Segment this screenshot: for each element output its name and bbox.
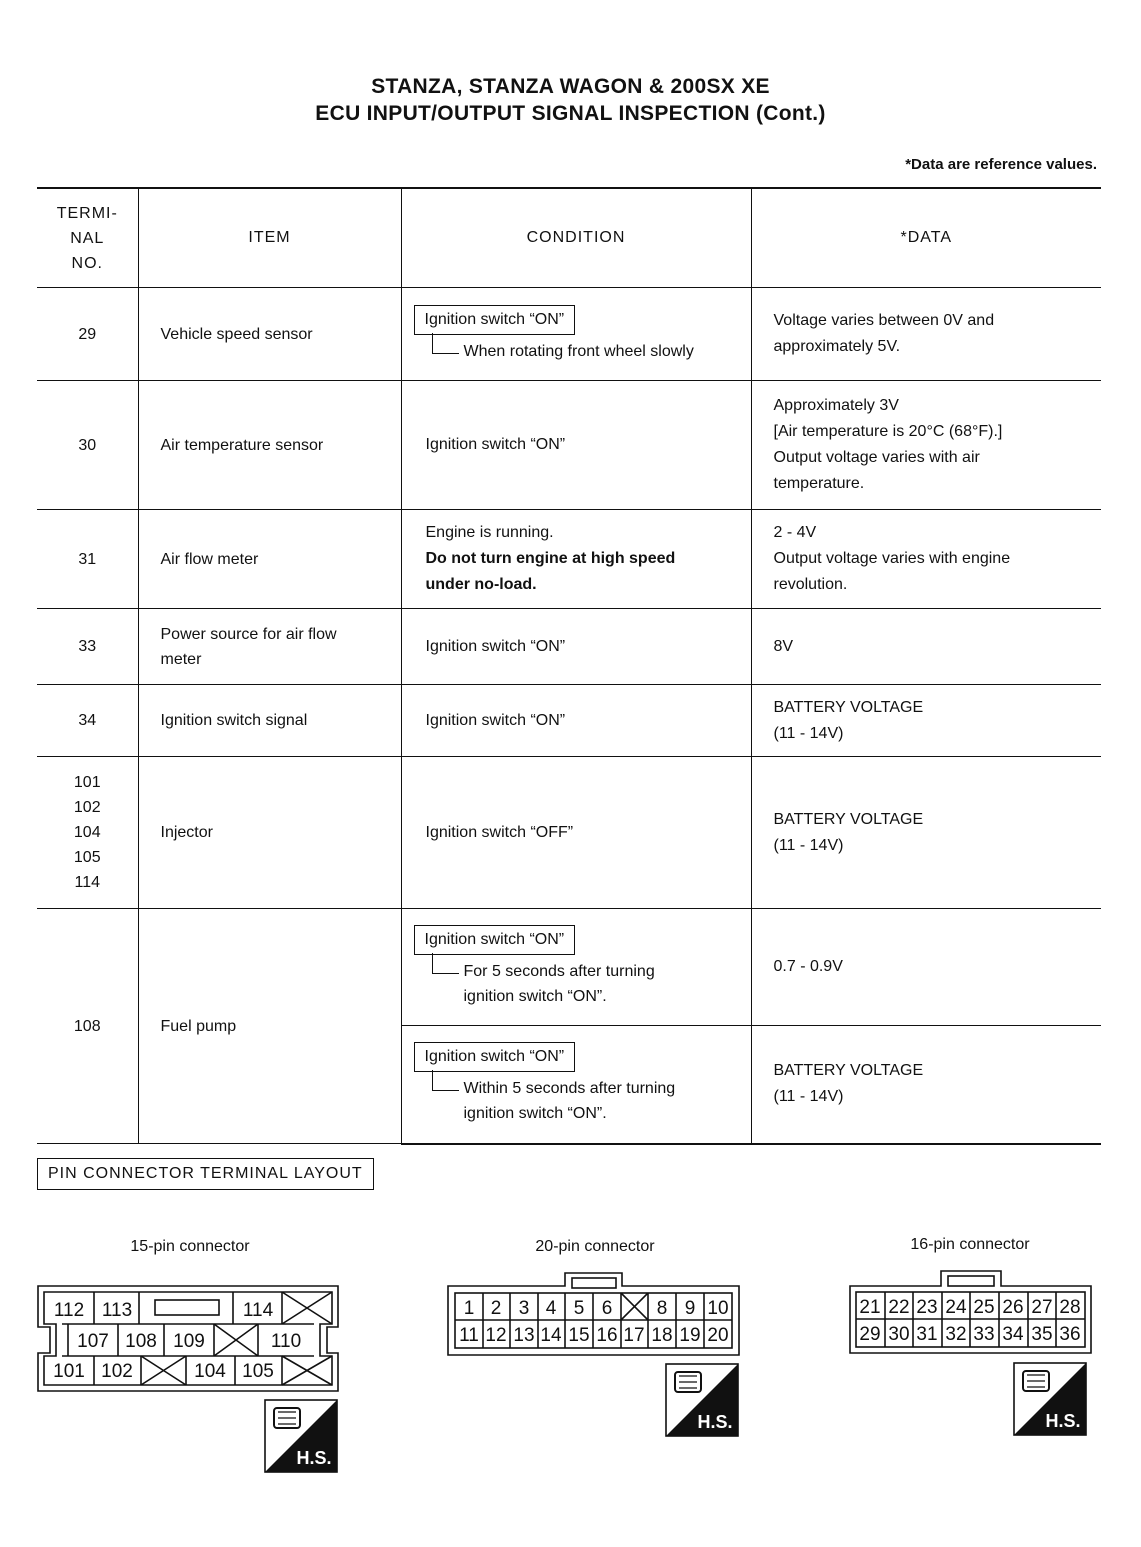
empty-pin-cross	[621, 1293, 648, 1320]
pin-label: 14	[540, 1325, 562, 1346]
pin-label: 109	[173, 1331, 205, 1352]
pin-label: 112	[53, 1300, 85, 1321]
pin-label: 31	[916, 1324, 938, 1345]
item-cell: Vehicle speed sensor	[138, 288, 401, 381]
terminal-number: 104	[73, 824, 101, 841]
pin-label: 3	[518, 1298, 530, 1319]
data-line: [Air temperature is 20°C (68°F).]	[773, 423, 1003, 440]
pin-label: 24	[945, 1297, 967, 1318]
latch-slot	[155, 1300, 219, 1315]
pin-label: 23	[916, 1297, 938, 1318]
pin-label: 34	[1002, 1324, 1024, 1345]
empty-pin-cross	[282, 1292, 332, 1324]
pin-label: 20	[707, 1325, 729, 1346]
pin-label: 25	[973, 1297, 995, 1318]
terminal-cell: 30	[37, 381, 138, 510]
header-terminal-line: NAL	[70, 229, 105, 247]
condition-box: Ignition switch “ON”	[414, 1042, 576, 1072]
pin-label: 16	[596, 1325, 618, 1346]
data-cell: 8V	[751, 609, 1101, 685]
pin-label: 101	[53, 1361, 85, 1382]
connector-15pin-labels	[53, 1300, 301, 1382]
hs-label: H.S.	[296, 1448, 332, 1468]
pin-label: 9	[684, 1298, 696, 1319]
data-line: Output voltage varies with air	[773, 449, 980, 466]
condition-sub-line: For 5 seconds after turning	[463, 963, 655, 980]
terminal-cell: 33	[37, 609, 138, 685]
data-line: Output voltage varies with engine	[773, 550, 1011, 567]
pin-label: 30	[888, 1324, 910, 1345]
data-line: (11 - 14V)	[773, 724, 844, 742]
empty-pin-cross	[282, 1356, 332, 1385]
condition-sub-line: ignition switch “ON”.	[463, 1105, 607, 1123]
data-line: BATTERY VOLTAGE	[773, 698, 924, 716]
pin-label: 8	[656, 1298, 668, 1319]
header-item: ITEM	[138, 188, 401, 288]
pin-label: 11	[459, 1325, 479, 1346]
harness-side-icon	[1014, 1363, 1086, 1435]
data-line: temperature.	[773, 475, 865, 492]
connector-caption-16pin: 16-pin connector	[910, 1236, 1030, 1253]
condition-cell: Ignition switch “OFF”	[401, 757, 751, 909]
pin-label: 19	[679, 1325, 701, 1346]
condition-cell: Ignition switch “ON”	[401, 685, 751, 757]
pin-label: 28	[1059, 1297, 1081, 1318]
condition-box: Ignition switch “ON”	[414, 305, 576, 335]
data-line: Approximately 3V	[773, 397, 899, 414]
data-line: Voltage varies between 0V and	[773, 312, 995, 329]
condition-warning-line: under no-load.	[425, 576, 537, 593]
page-title: STANZA, STANZA WAGON & 200SX XE	[371, 75, 770, 98]
pin-label: 12	[485, 1325, 507, 1346]
item-cell: Injector	[138, 757, 401, 909]
item-cell: Ignition switch signal	[138, 685, 401, 757]
pin-label: 102	[101, 1361, 133, 1382]
data-line: 2 - 4V	[773, 524, 817, 541]
pin-label: 4	[545, 1298, 557, 1319]
pin-label: 33	[973, 1324, 995, 1345]
item-line: meter	[160, 650, 202, 668]
condition-cell: Ignition switch “ON”	[401, 609, 751, 685]
harness-side-icon	[265, 1400, 337, 1472]
condition-warning-line: Do not turn engine at high speed	[425, 550, 676, 567]
pin-label: 2	[490, 1298, 502, 1319]
header-terminal-line: NO.	[71, 254, 103, 272]
data-line: approximately 5V.	[773, 338, 901, 355]
data-cell: 0.7 - 0.9V	[751, 909, 1101, 1026]
pin-label: 108	[125, 1331, 157, 1352]
latch-slot	[572, 1278, 616, 1288]
pin-label: 13	[513, 1325, 535, 1346]
data-line: (11 - 14V)	[773, 1088, 844, 1106]
reference-note: *Data are reference values.	[905, 156, 1097, 173]
pin-label: 107	[77, 1331, 109, 1352]
pin-label: 27	[1031, 1297, 1053, 1318]
pin-label: 21	[859, 1297, 881, 1318]
condition-sub-line: Within 5 seconds after turning	[463, 1080, 676, 1098]
data-line: revolution.	[773, 576, 848, 593]
empty-pin-cross	[214, 1324, 258, 1356]
condition-line: Engine is running.	[425, 524, 554, 541]
pin-label: 110	[270, 1331, 302, 1352]
terminal-cell: 34	[37, 685, 138, 757]
connector-caption-15pin: 15-pin connector	[130, 1238, 250, 1255]
condition-cell: Ignition switch “ON”	[401, 381, 751, 510]
hs-label: H.S.	[1045, 1411, 1081, 1431]
terminal-number: 114	[74, 874, 100, 891]
data-line: BATTERY VOLTAGE	[773, 1062, 924, 1080]
terminal-cell: 31	[37, 510, 138, 609]
item-cell: Fuel pump	[138, 909, 401, 1144]
header-condition: CONDITION	[401, 188, 751, 288]
connector-16pin	[850, 1271, 1091, 1353]
pin-label: 104	[194, 1361, 226, 1382]
pin-label: 36	[1059, 1324, 1081, 1345]
header-data: *DATA	[751, 188, 1101, 288]
data-line: BATTERY VOLTAGE	[773, 810, 924, 828]
pin-label: 32	[945, 1324, 967, 1345]
data-line: (11 - 14V)	[773, 836, 844, 854]
terminal-number: 105	[73, 849, 101, 866]
pin-label: 10	[707, 1298, 729, 1319]
hs-label: H.S.	[697, 1412, 733, 1432]
page-subtitle: ECU INPUT/OUTPUT SIGNAL INSPECTION (Cont.)	[315, 102, 826, 125]
pin-label: 29	[859, 1324, 881, 1345]
connector-20pin-labels	[459, 1298, 728, 1346]
pin-label: 15	[568, 1325, 590, 1346]
pin-label: 113	[101, 1300, 133, 1321]
pin-label: 114	[242, 1300, 274, 1321]
terminal-cell: 29	[37, 288, 138, 381]
pin-label: 26	[1002, 1297, 1024, 1318]
header-terminal-line: TERMI-	[56, 204, 118, 222]
pin-layout-label: PIN CONNECTOR TERMINAL LAYOUT	[37, 1158, 374, 1190]
terminal-cell: 108	[37, 909, 138, 1144]
condition-sub: When rotating front wheel slowly	[432, 339, 751, 364]
pin-label: 6	[601, 1298, 613, 1319]
pin-label: 1	[463, 1298, 475, 1319]
latch-slot	[948, 1276, 994, 1286]
pin-label: 18	[651, 1325, 673, 1346]
pin-label: 17	[623, 1325, 645, 1346]
terminal-number: 102	[73, 799, 101, 816]
pin-label: 22	[888, 1297, 910, 1318]
item-cell: Air flow meter	[138, 510, 401, 609]
connector-caption-20pin: 20-pin connector	[535, 1238, 655, 1255]
pin-label: 35	[1031, 1324, 1053, 1345]
condition-box: Ignition switch “ON”	[414, 925, 576, 955]
item-cell: Air temperature sensor	[138, 381, 401, 510]
terminal-number: 101	[73, 774, 101, 791]
item-line: Power source for air flow	[160, 625, 337, 643]
pin-label: 5	[573, 1298, 585, 1319]
empty-pin-cross	[141, 1356, 186, 1385]
condition-sub-line: ignition switch “ON”.	[463, 988, 607, 1005]
harness-side-icon	[666, 1364, 738, 1436]
pin-label: 105	[242, 1361, 274, 1382]
